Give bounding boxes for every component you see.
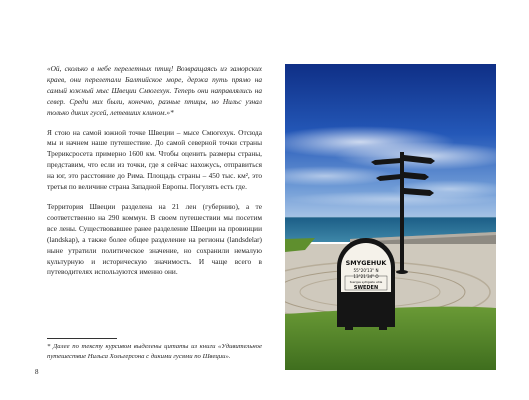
sign-lon: 13°21'34" O xyxy=(353,274,379,279)
sign-country: SWEDEN xyxy=(353,285,379,291)
sign-title: SMYGEHUK xyxy=(345,259,387,267)
epigraph: «Ой, сколько в небе перелетных птиц! Возвращаясь из заморских краев, они перелетали Балтийское море, держа путь прямо на самый южный мыс Швеции Смюгехук. Теперь они направлялись на север. Среди них были, конечно, разные птицы, но Нильс узнал только диких гусей, летевших клином.»* xyxy=(47,64,262,117)
paragraph-2: Территория Швеции разделена на 21 лен (губернию), а те соответственно на 290 коммун. В своем путешествии мы посетим все лены. Существовавшее ранее разделение Швеции на провинции (landskap), а также более общее разделение на регионы (landsdelar) ныне утратили политическое значение, но сохранили немалую культурную и историческую значимость. И чаще всего в путеводителях используются именно они. xyxy=(47,201,262,277)
sign-lat: 55°20'13" N xyxy=(353,268,379,273)
photo-smygehuk-sign xyxy=(285,64,496,370)
paragraph-1: Я стою на самой южной точке Швеции – мысе Смюгехук. Отсюда мы и начнем наше путешествие. До самой северной точки страны Трериксросета примерно 1600 км. Чтобы оценить размеры страны, представим, что если из точки, где я сейчас нахожусь, отправиться на юг, это расстояние до Рима. Площадь страны – 450 тыс. км², это третья по величине страна Западной Европы. Погулять есть где. xyxy=(47,127,262,192)
sign-small-text: Sveriges sydligaste udde xyxy=(349,281,383,284)
text-column xyxy=(47,64,262,278)
footnote-text: * Далее по тексту курсивом выделены цитаты из книги «Удивительное путешествие Нильса Хольгерсона с дикими гусями по Швеции». xyxy=(47,343,262,360)
page-number: 8 xyxy=(35,368,39,376)
footnote-rule xyxy=(47,338,117,339)
smygehuk-sign xyxy=(337,238,395,330)
photo-illustration xyxy=(285,64,496,370)
footnote xyxy=(47,342,262,361)
